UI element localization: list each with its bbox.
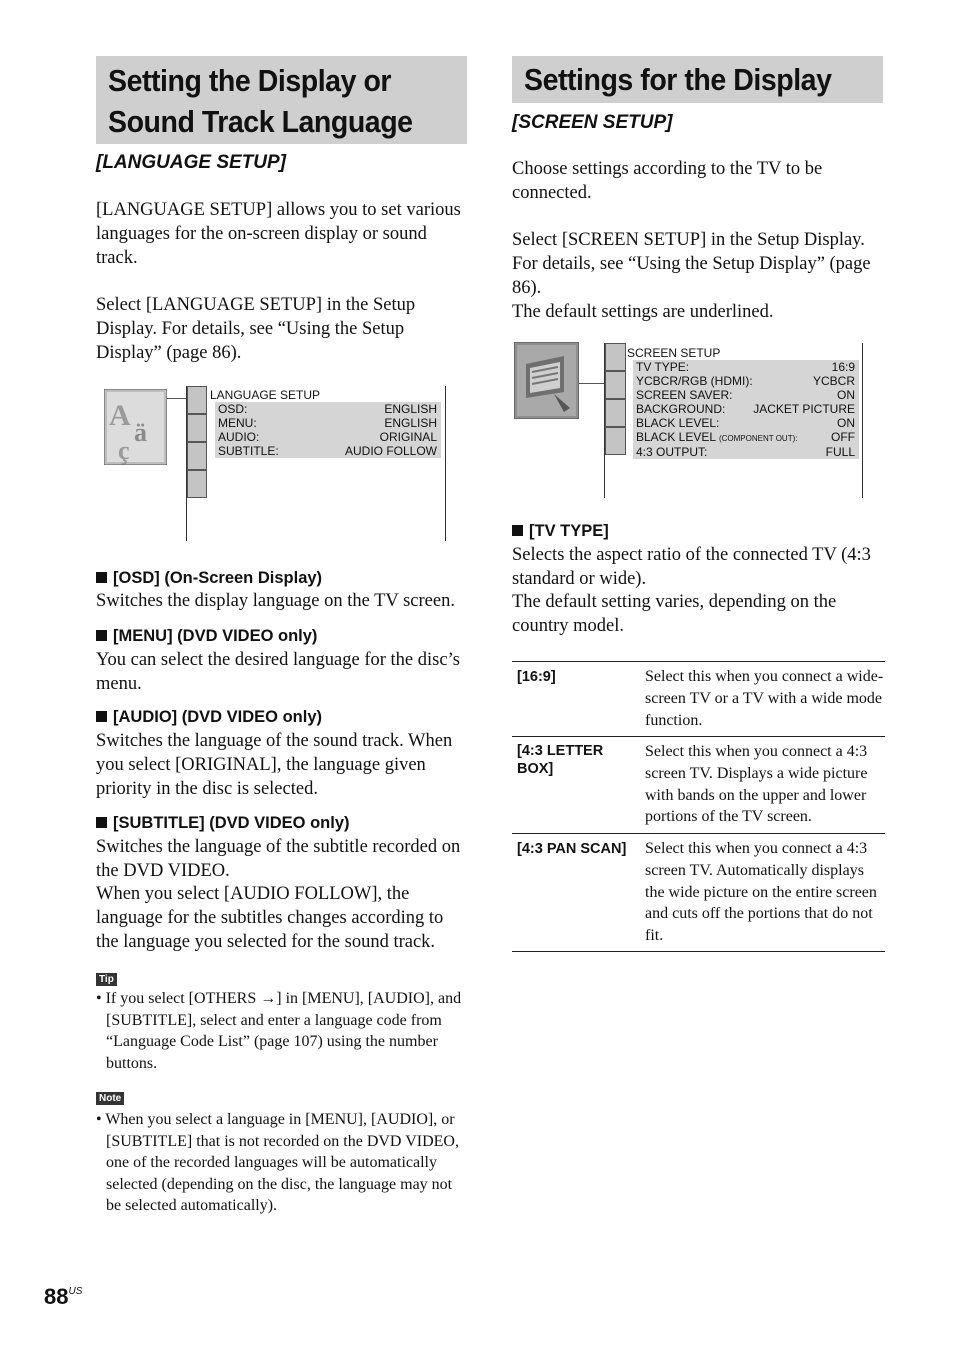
svg-text:A: A [109,399,131,432]
square-bullet-icon [96,572,107,583]
page-number-value: 88 [44,1284,69,1309]
screen-setup-select-line1: Select [SCREEN SETUP] in the Setup Display. [512,230,865,250]
osd-row-subtitle [215,444,441,458]
osd-row-screen-saver [633,388,859,402]
language-setup-subheading: [LANGUAGE SETUP] [96,152,286,173]
osd-row-label: BLACK LEVEL: [636,416,720,430]
language-setup-select-text: Select [LANGUAGE SETUP] in the Setup Display. For details, see “Using the Setup Display” (page 86). [96,295,416,363]
right-title-bar [512,56,883,103]
tip-text [96,988,468,1074]
screen-icon [514,342,579,419]
option-key: [16:9] [517,669,556,685]
section-heading-text: [TV TYPE] [529,522,609,540]
section-heading-text: [AUDIO] (DVD VIDEO only) [113,708,322,726]
tv-type-body2: The default setting varies, depending on the country model. [512,592,837,636]
osd-row-value: OFF [831,430,855,444]
subtitle-section-heading [96,813,350,833]
left-page-title [108,60,413,142]
osd-section-heading [96,568,322,588]
osd-row-value: 16:9 [831,360,855,374]
option-key: [4:3 PAN SCAN] [517,841,627,857]
screen-setup-select-line3: The default settings are underlined. [512,302,774,322]
option-key-cell [512,737,640,834]
audio-section-body: Switches the language of the sound track. When you select [ORIGINAL], the language given priority in the disc is selected. [96,731,453,799]
square-bullet-icon [96,711,107,722]
screen-osd-title: SCREEN SETUP [627,346,721,360]
tv-type-heading [512,521,609,541]
osd-row-label: SCREEN SAVER: [636,388,733,402]
language-osd-table [215,402,441,458]
audio-section-heading [96,707,322,727]
table-row [512,662,885,737]
osd-row-black-level-component [633,430,859,444]
option-desc: Select this when you connect a 4:3 screen TV. Displays a wide picture with bands on the upper and lower portions of the TV screen. [645,743,868,826]
osd-row-tv-type [633,360,859,374]
osd-row-value: ON [837,416,855,430]
right-page-title: Settings for the Display [524,62,832,97]
tv-type-options-table [512,662,885,952]
osd-row-label-small: (COMPONENT OUT): [718,434,798,443]
osd-row-value: ORIGINAL [379,430,437,444]
osd-row-osd [215,402,441,416]
table-row [512,834,885,952]
note-text [96,1109,468,1217]
option-desc-cell [640,662,885,737]
osd-connector-line [167,398,187,399]
svg-text:ç: ç [118,436,130,465]
subtitle-section-body2: When you select [AUDIO FOLLOW], the language for the subtitles changes according to the language you selected for the sound track. [96,884,444,952]
option-key-cell [512,834,640,952]
osd-row-4-3-output [633,445,859,459]
option-key: [4:3 LETTER BOX] [517,743,604,777]
osd-row-label-main: BLACK LEVEL [636,430,716,444]
osd-row-value: YCBCR [812,374,855,388]
tv-type-body: Selects the aspect ratio of the connected TV (4:3 standard or wide). [512,545,871,589]
square-bullet-icon [96,630,107,641]
osd-row-value: JACKET PICTURE [753,402,855,416]
osd-row-value: ON [837,388,855,402]
osd-row-label: SUBTITLE: [218,444,279,458]
left-title-line2: Sound Track Language [108,104,413,139]
menu-section-heading [96,626,317,646]
language-icon [104,389,167,465]
osd-row-audio [215,430,441,444]
subtitle-section-body: Switches the language of the subtitle recorded on the DVD VIDEO. [96,837,461,881]
page-number [44,1284,82,1310]
square-bullet-icon [512,525,523,536]
menu-section-body: You can select the desired language for the disc’s menu. [96,650,460,694]
svg-text:ä: ä [134,418,147,447]
screen-osd-table [633,360,859,459]
osd-row-label: AUDIO: [218,430,260,444]
osd-row-background [633,402,859,416]
osd-row-value: ENGLISH [384,402,437,416]
note-label: Note [96,1092,124,1105]
screen-setup-intro: Choose settings according to the TV to be connected. [512,159,823,203]
screen-setup-subheading: [SCREEN SETUP] [512,112,673,133]
osd-row-value: FULL [825,445,855,459]
left-title-bar [96,56,467,144]
osd-row-ycbcr-rgb [633,374,859,388]
osd-row-menu [215,416,441,430]
screen-setup-select-line2: For details, see “Using the Setup Display” (page 86). [512,254,871,298]
osd-row-value: ENGLISH [384,416,437,430]
section-heading-text: [MENU] (DVD VIDEO only) [113,627,318,645]
square-bullet-icon [96,817,107,828]
tip-text-line: • If you select [OTHERS →] in [MENU], [AUDIO], and [SUBTITLE], select and enter a language code from “Language Code List” (page 107) using the number buttons. [96,990,462,1072]
osd-row-label: YCBCR/RGB (HDMI): [636,374,753,388]
table-row [512,737,885,834]
option-desc: Select this when you connect a 4:3 screen TV. Automatically displays the wide picture on the entire screen and cuts off the portions that do not fit. [645,840,877,945]
osd-row-black-level [633,416,859,430]
osd-row-label: TV TYPE: [636,360,690,374]
osd-row-label: OSD: [218,402,248,416]
left-title-line1: Setting the Display or [108,63,392,98]
osd-row-label: 4:3 OUTPUT: [636,445,708,459]
option-desc-cell [640,737,885,834]
osd-row-label: BACKGROUND: [636,402,726,416]
page-number-suffix: US [68,1286,83,1297]
section-heading-text: [OSD] (On-Screen Display) [113,569,323,587]
tip-label: Tip [96,973,117,986]
osd-connector-line [579,383,605,384]
osd-section-body: Switches the display language on the TV screen. [96,591,455,611]
osd-row-label [636,430,797,444]
option-desc: Select this when you connect a wide-screen TV or a TV with a wide mode function. [645,668,884,729]
language-setup-intro: [LANGUAGE SETUP] allows you to set various languages for the on-screen display or sound track. [96,200,461,268]
note-text-line: • When you select a language in [MENU], [AUDIO], or [SUBTITLE] that is not recorded on the DVD VIDEO, one of the recorded languages will be automatically selected (depending on the disc, the language may not be selected automatically). [96,1111,459,1214]
osd-row-value: AUDIO FOLLOW [344,444,437,458]
section-heading-text: [SUBTITLE] (DVD VIDEO only) [113,814,350,832]
osd-row-label: MENU: [218,416,257,430]
option-key-cell [512,662,640,737]
language-osd-title: LANGUAGE SETUP [210,388,321,402]
option-desc-cell [640,834,885,952]
